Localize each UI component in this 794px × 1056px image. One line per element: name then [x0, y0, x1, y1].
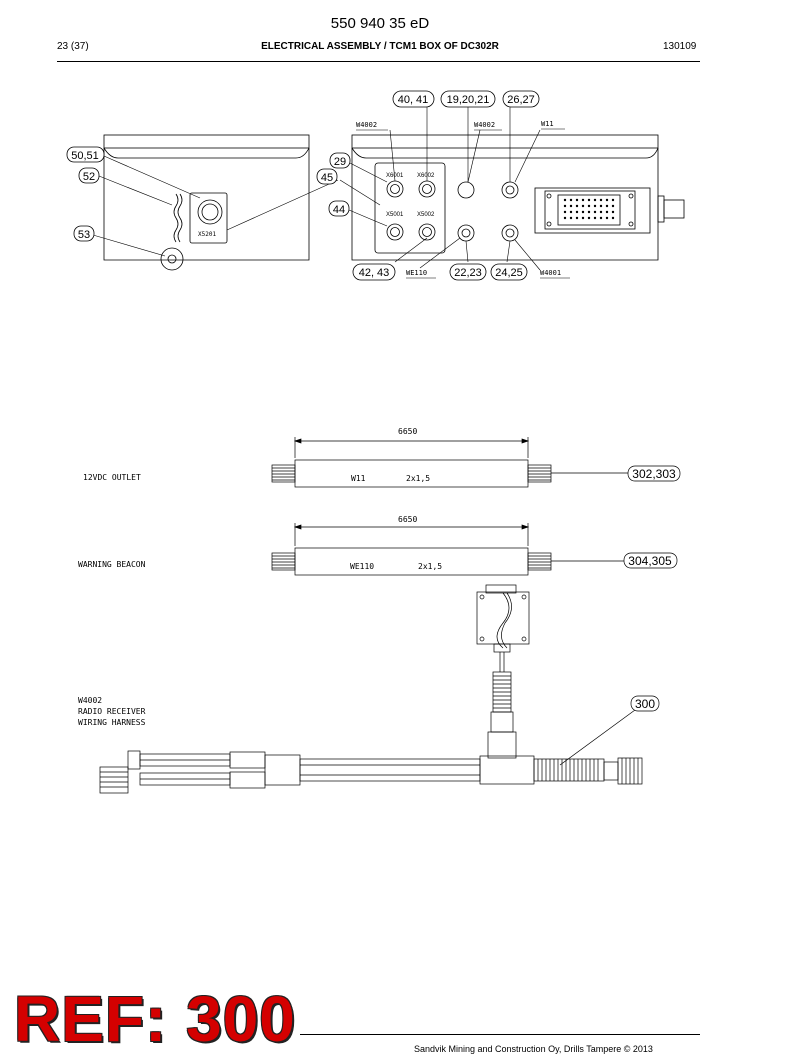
- callout-24-25: 24,25: [495, 267, 523, 279]
- callout-40-41: 40, 41: [397, 94, 429, 106]
- cable-12vdc-outlet: [272, 437, 680, 487]
- tcm1-box-front-view: [352, 135, 684, 260]
- outlet-spec: 2x1,5: [406, 474, 431, 483]
- x6002-label: X6002: [417, 173, 435, 179]
- document-number: 550 940 35 eD: [330, 15, 430, 32]
- page-title: ELECTRICAL ASSEMBLY / TCM1 BOX OF DC302R: [261, 41, 499, 52]
- callout-302-303: 302,303: [632, 467, 676, 481]
- w4002-label-a: W4002: [356, 121, 378, 129]
- page-number: 23 (37): [57, 41, 89, 52]
- x5001-label: X5001: [386, 212, 404, 218]
- we110-label: WE110: [406, 269, 428, 277]
- callout-44: 44: [332, 204, 346, 216]
- outlet-label: 12VDC OUTLET: [83, 473, 141, 482]
- callout-42-43: 42, 43: [358, 267, 390, 279]
- callout-304-305: 304,305: [628, 554, 672, 568]
- cable-warning-beacon: [272, 523, 677, 575]
- callout-52: 52: [82, 171, 96, 183]
- w11-label: W11: [541, 120, 554, 128]
- w4002-label-b: W4002: [474, 121, 496, 129]
- multipin-connector-pins: [564, 199, 614, 219]
- callout-29: 29: [333, 156, 347, 168]
- tcm1-box-side-view: [104, 135, 309, 270]
- harness-drawing: [100, 585, 659, 793]
- x5201-label: X5201: [198, 231, 217, 238]
- beacon-label: WARNING BEACON: [78, 560, 146, 569]
- callout-26-27: 26,27: [507, 94, 535, 106]
- x5002-label: X5002: [417, 212, 435, 218]
- w4001-label: W4001: [540, 269, 562, 277]
- callout-19-20-21: 19,20,21: [446, 94, 490, 106]
- document-date: 130109: [663, 41, 697, 52]
- beacon-spec: 2x1,5: [418, 562, 443, 571]
- reference-stamp: REF: 300: [14, 983, 296, 1055]
- x6001-label: X6001: [386, 173, 404, 179]
- callout-22-23: 22,23: [454, 267, 482, 279]
- harness-label-line1: W4002: [78, 696, 103, 705]
- harness-label-line3: WIRING HARNESS: [78, 718, 146, 727]
- callout-300: 300: [634, 697, 656, 711]
- callout-50-51: 50,51: [71, 150, 99, 162]
- outlet-wire: W11: [351, 474, 366, 483]
- footer-rule: [300, 1034, 700, 1035]
- footer-copyright: Sandvik Mining and Construction Oy, Drills Tampere © 2013: [414, 1044, 653, 1054]
- harness-label-line2: RADIO RECEIVER: [78, 707, 146, 716]
- callout-45: 45: [320, 172, 334, 184]
- beacon-wire: WE110: [350, 562, 375, 571]
- outlet-dimension: 6650: [398, 427, 418, 436]
- callout-53: 53: [77, 229, 91, 241]
- box-leader-lines: [93, 107, 570, 278]
- beacon-dimension: 6650: [398, 515, 418, 524]
